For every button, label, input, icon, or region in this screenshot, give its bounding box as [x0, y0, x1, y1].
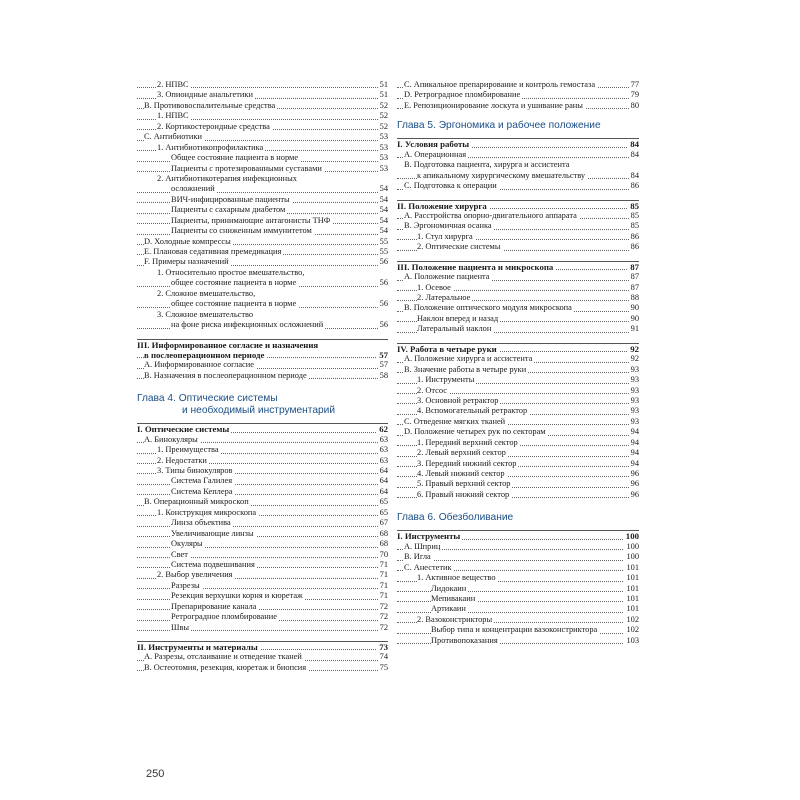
toc-entry [137, 497, 388, 507]
toc-entry-title: 4. Вспомогательный ретрактор [417, 406, 528, 416]
toc-entry-title: 1. Относительно простое вмешательство, [157, 267, 305, 277]
toc-entry-title: Свет [171, 549, 188, 559]
toc-entry-title: Латеральный наклон [417, 324, 492, 334]
toc-entry [397, 181, 639, 191]
toc-entry-page: 74 [379, 652, 388, 662]
toc-entry-title: 2. Отсос [417, 385, 448, 395]
toc-entry-title: Артикаин [431, 604, 466, 614]
toc-entry-page: 54 [379, 205, 388, 215]
toc-entry [137, 90, 388, 100]
toc-entry [397, 563, 639, 573]
toc-entry [137, 320, 388, 330]
toc-entry [397, 101, 639, 111]
toc-entry-page: 90 [630, 303, 639, 313]
toc-entry [397, 160, 639, 170]
toc-entry-page: 53 [379, 163, 388, 173]
toc-entry-page: 101 [626, 573, 639, 583]
toc-entry [397, 365, 639, 375]
toc-entry-page: 86 [630, 242, 639, 252]
toc-entry [137, 360, 388, 370]
toc-entry-page: 72 [379, 622, 388, 632]
toc-block-patient-position [397, 272, 639, 335]
toc-entry-title: Увеличивающие линзы [171, 528, 254, 538]
toc-entry [397, 354, 639, 364]
toc-entry-page: 56 [379, 278, 388, 288]
toc-block-analgesics [137, 80, 388, 331]
toc-block-instruments [137, 652, 388, 673]
toc-entry [397, 479, 639, 489]
toc-entry-title: A. Расстройства опорно-двигательного аппарата [404, 210, 577, 220]
toc-entry-title: B. Подготовка пациента, хирурга и ассистента [404, 160, 570, 170]
toc-entry-page: 100 [626, 552, 639, 562]
toc-entry-page: 101 [626, 593, 639, 603]
toc-entry [137, 268, 388, 278]
toc-entry-title: Противопоказания [431, 635, 498, 645]
toc-entry-page: 94 [630, 458, 639, 468]
toc-entry [137, 518, 388, 528]
toc-entry-title: Ретроградное пломбирование [171, 612, 277, 622]
toc-entry-page: 53 [379, 153, 388, 163]
toc-entry [137, 663, 388, 673]
toc-entry [397, 469, 639, 479]
toc-entry-title: C. Анестетик [404, 562, 452, 572]
toc-entry-page: 54 [379, 226, 388, 236]
toc-entry-page: 72 [379, 612, 388, 622]
toc-entry-title: 2. Антибиотикотерапия инфекционных [157, 173, 297, 183]
toc-entry-page: 55 [379, 236, 388, 246]
toc-entry [137, 184, 388, 194]
toc-entry-page: 80 [630, 100, 639, 110]
toc-entry-title: B. Положение оптического модуля микроскопа [404, 303, 572, 313]
toc-entry-page: 94 [630, 427, 639, 437]
toc-entry-title: 2. Сложное вмешательство, [157, 288, 256, 298]
toc-entry-title: B. Противовоспалительные средства [144, 100, 276, 110]
toc-entry [397, 406, 639, 416]
toc-entry-title: Общее состояние пациента в норме [171, 153, 299, 163]
toc-entry [137, 153, 388, 163]
toc-entry [137, 237, 388, 247]
toc-entry-title: Линза объектива [171, 518, 231, 528]
toc-heading: III. Положение пациента и микроскопа 87 [397, 261, 639, 272]
toc-entry [397, 293, 639, 303]
toc-entry-title: 1. Активное вещество [417, 573, 496, 583]
toc-entry-page: 75 [379, 662, 388, 672]
toc-entry-title: C. Апикальное препарирование и контроль гемостаза [404, 80, 596, 89]
toc-entry-page: 54 [379, 194, 388, 204]
toc-entry-page: 86 [630, 231, 639, 241]
toc-entry-page: 56 [379, 299, 388, 309]
toc-entry-page: 93 [630, 395, 639, 405]
toc-entry-title: 2. Левый верхний сектор [417, 448, 506, 458]
toc-entry-title: A. Информированное согласие [144, 360, 254, 370]
toc-entry-page: 58 [379, 370, 388, 380]
toc-entry [137, 226, 388, 236]
toc-entry-page: 100 [626, 541, 639, 551]
toc-entry-title: 1. Конструкция микроскопа [157, 507, 257, 517]
toc-entry-title: 2. Вазоконстрикторы [417, 614, 493, 624]
toc-entry-title: E. Репозиционирование лоскута и ушивание раны [404, 100, 583, 110]
toc-heading: в послеоперационном периоде 57 [137, 350, 388, 360]
toc-entry [137, 591, 388, 601]
toc-entry [137, 435, 388, 445]
toc-entry-page: 65 [379, 497, 388, 507]
toc-entry-page: 85 [630, 221, 639, 231]
toc-entry-page: 96 [630, 489, 639, 499]
toc-entry-title: 2. Кортикостероидные средства [157, 121, 270, 131]
toc-entry [397, 232, 639, 242]
toc-entry-page: 79 [630, 90, 639, 100]
toc-entry-page: 64 [379, 476, 388, 486]
toc-entry-page: 57 [379, 360, 388, 370]
toc-entry-title: 2. Выбор увеличения [157, 570, 233, 580]
toc-entry [137, 216, 388, 226]
toc-entry-title: 1. Инструменты [417, 375, 475, 385]
toc-entry-page: 56 [379, 257, 388, 267]
toc-entry [137, 508, 388, 518]
toc-entry-page: 92 [630, 354, 639, 364]
toc-entry-page: 93 [630, 406, 639, 416]
toc-entry [137, 80, 388, 90]
toc-entry [397, 150, 639, 160]
toc-entry-title: общее состояние пациента в норме [171, 278, 297, 288]
toc-entry [397, 594, 639, 604]
toc-entry-title: осложнений [171, 184, 215, 194]
toc-entry-page: 72 [379, 601, 388, 611]
toc-entry-page: 64 [379, 486, 388, 496]
toc-entry-page: 93 [630, 364, 639, 374]
toc-heading: II. Инструменты и материалы 73 [137, 642, 388, 652]
toc-entry [137, 299, 388, 309]
toc-entry-title: Лидокаин [431, 583, 467, 593]
toc-entry-page: 85 [630, 210, 639, 220]
toc-entry-title: Пациенты с протезированными суставами [171, 163, 322, 173]
toc-entry-page: 71 [379, 591, 388, 601]
toc-heading: II. Положение хирурга 85 [397, 200, 639, 211]
toc-entry [397, 573, 639, 583]
toc-entry-page: 71 [379, 570, 388, 580]
toc-entry-page: 77 [630, 80, 639, 89]
toc-entry-title: E. Плановая седативная премедикация [144, 247, 282, 256]
toc-block-conditions [397, 150, 639, 192]
toc-block-surgeon-position [397, 211, 639, 253]
toc-block-anesthesia-instruments [397, 542, 639, 646]
toc-entry-page: 52 [379, 111, 388, 121]
toc-entry [397, 417, 639, 427]
toc-entry-title: общее состояние пациента в норме [171, 299, 297, 309]
toc-entry [137, 195, 388, 205]
toc-entry-title: Система Галилея [171, 476, 233, 486]
toc-entry [397, 490, 639, 500]
toc-entry-title: 1. Передний верхний сектор [417, 437, 518, 447]
toc-entry [397, 584, 639, 594]
toc-entry-title: 2. Недостатки [157, 455, 207, 465]
toc-entry-title: 2. НПВС [157, 80, 189, 89]
toc-entry [137, 476, 388, 486]
toc-entry-title: Швы [171, 622, 190, 632]
toc-entry [137, 487, 388, 497]
toc-entry-title: 6. Правый нижний сектор [417, 489, 510, 499]
toc-heading: IV. Работа в четыре руки 92 [397, 343, 639, 354]
toc-entry-title: Наклон вперед и назад [417, 313, 499, 323]
toc-entry [137, 132, 388, 142]
toc-entry [397, 386, 639, 396]
toc-entry-page: 55 [379, 247, 388, 256]
toc-entry-page: 67 [379, 518, 388, 528]
toc-entry-page: 64 [379, 466, 388, 475]
toc-entry [397, 324, 639, 334]
toc-entry-page: 70 [379, 549, 388, 559]
toc-entry-page: 87 [630, 272, 639, 282]
toc-entry [397, 427, 639, 437]
toc-entry-title: A. Шприц [404, 541, 441, 551]
toc-entry [397, 272, 639, 282]
toc-entry [397, 90, 639, 100]
toc-heading: III. Информированное согласие и назначения [137, 339, 319, 350]
toc-entry-page: 102 [626, 625, 639, 635]
toc-entry [397, 221, 639, 231]
toc-entry-title: A. Бинокуляры [144, 434, 198, 444]
toc-entry-page: 87 [630, 282, 639, 292]
toc-entry-page: 101 [626, 583, 639, 593]
toc-entry-page: 68 [379, 528, 388, 538]
toc-entry [137, 122, 388, 132]
toc-entry-title: Окуляры [171, 539, 203, 549]
toc-entry [137, 310, 388, 320]
toc-entry-page: 91 [630, 324, 639, 334]
toc-entry [137, 143, 388, 153]
toc-entry-title: B. Игла [404, 552, 431, 562]
toc-entry-title: 3. Опиоидные анальгетики [157, 90, 253, 100]
toc-entry [137, 101, 388, 111]
toc-left-column [137, 80, 388, 673]
toc-entry-title: C. Подготовка к операции [404, 181, 497, 191]
toc-entry-title: Мепивакаин [431, 593, 476, 603]
toc-entry-page: 93 [630, 375, 639, 385]
toc-entry [137, 539, 388, 549]
toc-entry-title: Пациенты с сахарным диабетом [171, 205, 286, 215]
toc-entry-page: 101 [626, 562, 639, 572]
toc-entry-title: 3. Передний нижний сектор [417, 458, 517, 468]
toc-entry-page: 96 [630, 479, 639, 489]
toc-entry-title: B. Назначения в послеоперационном периоде [144, 370, 307, 380]
toc-heading: I. Инструменты 100 [397, 531, 639, 542]
toc-entry-page: 63 [379, 455, 388, 465]
toc-entry [397, 303, 639, 313]
toc-heading: I. Оптические системы 62 [137, 424, 388, 435]
toc-entry-title: 3. Сложное вмешательство [157, 309, 254, 319]
toc-entry-title: на фоне риска инфекционных осложнений [171, 320, 324, 330]
toc-entry-title: ВИЧ-инфицированные пациенты [171, 194, 290, 204]
toc-entry [137, 257, 388, 267]
toc-entry-page: 101 [626, 604, 639, 614]
toc-entry [397, 375, 639, 385]
toc-entry-page: 51 [379, 90, 388, 100]
toc-entry [137, 371, 388, 381]
chapter-4-title: Глава 4. Оптические системы и необходимый инструментарий [137, 393, 336, 417]
toc-entry-page: 52 [379, 121, 388, 131]
toc-entry-page: 68 [379, 539, 388, 549]
toc-block-consent [137, 360, 388, 381]
toc-entry-page: 53 [379, 132, 388, 142]
toc-entry-title: B. Значение работы в четыре руки [404, 364, 527, 374]
toc-entry-title: 5. Правый верхний сектор [417, 479, 511, 489]
toc-entry [137, 602, 388, 612]
toc-entry-page: 90 [630, 313, 639, 323]
toc-entry [137, 278, 388, 288]
toc-entry-page: 93 [630, 416, 639, 426]
toc-entry-page: 71 [379, 559, 388, 569]
toc-entry-title: 1. Стул хирурга [417, 231, 473, 241]
chapter-6-title: Глава 6. Обезболивание [397, 512, 514, 524]
toc-entry [137, 652, 388, 662]
toc-entry-page: 63 [379, 445, 388, 455]
toc-entry-page: 84 [630, 170, 639, 180]
toc-block-optics [137, 435, 388, 633]
toc-entry-page: 93 [630, 385, 639, 395]
toc-entry-title: A. Разрезы, отслаивание и отведение тканей [144, 652, 302, 662]
toc-entry-title: 1. Антибиотикопрофилактика [157, 142, 264, 152]
toc-entry [397, 625, 639, 635]
toc-entry [397, 604, 639, 614]
toc-right-column [397, 80, 639, 646]
page-number: 250 [146, 768, 165, 780]
toc-entry [137, 445, 388, 455]
toc-entry-page: 51 [379, 80, 388, 89]
toc-entry-title: A. Операционная [404, 149, 467, 159]
toc-entry-title: Выбор типа и концентрации вазоконстриктора [431, 625, 598, 635]
toc-entry [137, 456, 388, 466]
toc-entry-title: 3. Типы бинокуляров [157, 466, 233, 475]
toc-entry-title: B. Операционный микроскоп [144, 497, 249, 507]
toc-entry [397, 396, 639, 406]
toc-entry-title: Пациенты со сниженным иммунитетом [171, 226, 312, 236]
toc-entry-title: Система подвешивания [171, 559, 255, 569]
toc-entry-page: 71 [379, 580, 388, 590]
toc-entry-title: B. Эргономичная осанка [404, 221, 492, 231]
toc-entry [137, 174, 388, 184]
toc-entry-title: Препарирование канала [171, 601, 257, 611]
chapter-5-title: Глава 5. Эргономика и рабочее положение [397, 120, 601, 132]
toc-entry-page: 103 [626, 635, 639, 645]
toc-entry [397, 211, 639, 221]
toc-entry [397, 314, 639, 324]
toc-entry [137, 612, 388, 622]
toc-entry-page: 84 [630, 149, 639, 159]
toc-entry-title: C. Антибиотики [144, 132, 202, 142]
toc-entry-title: 1. Осевое [417, 282, 451, 292]
toc-entry-title: F. Примеры назначений [144, 257, 229, 267]
toc-entry [397, 552, 639, 562]
toc-entry [397, 438, 639, 448]
toc-entry [137, 529, 388, 539]
toc-entry-title: B. Остеотомия, резекция, кюретаж и биопсия [144, 662, 307, 672]
toc-entry-title: 2. Латеральное [417, 293, 471, 302]
toc-entry-title: A. Положение пациента [404, 272, 490, 282]
toc-block-four-hands [397, 354, 639, 500]
toc-entry-title: Разрезы [171, 580, 200, 590]
toc-entry-title: 3. Основной ретрактор [417, 395, 499, 405]
toc-entry [137, 247, 388, 257]
toc-entry [397, 636, 639, 646]
toc-entry-page: 53 [379, 142, 388, 152]
toc-entry [137, 111, 388, 121]
toc-entry [397, 459, 639, 469]
toc-entry-title: D. Холодные компрессы [144, 236, 231, 246]
toc-entry [397, 242, 639, 252]
toc-entry [137, 289, 388, 299]
toc-entry-page: 54 [379, 184, 388, 194]
toc-entry [397, 171, 639, 181]
toc-entry-page: 94 [630, 448, 639, 458]
toc-entry-page: 54 [379, 215, 388, 225]
toc-entry-page: 94 [630, 437, 639, 447]
toc-entry-title: к апикальному хирургическому вмешательству [417, 170, 586, 180]
toc-entry [397, 542, 639, 552]
toc-entry-title: 4. Левый нижний сектор [417, 469, 505, 478]
toc-entry [137, 466, 388, 476]
toc-block-surgery [397, 80, 639, 111]
toc-entry [137, 164, 388, 174]
toc-entry [137, 550, 388, 560]
toc-entry-title: 2. Оптические системы [417, 242, 501, 252]
toc-entry [137, 560, 388, 570]
toc-entry [397, 448, 639, 458]
toc-entry-page: 63 [379, 434, 388, 444]
toc-entry [137, 623, 388, 633]
toc-entry-page: 102 [626, 614, 639, 624]
toc-entry-page: 96 [630, 469, 639, 478]
toc-entry-title: D. Положение четырех рук по секторам [404, 427, 546, 437]
toc-entry [137, 581, 388, 591]
toc-entry-title: A. Положение хирурга и ассистента [404, 354, 533, 364]
toc-entry-title: 1. Преимущества [157, 445, 219, 455]
toc-entry [397, 615, 639, 625]
toc-entry-title: C. Отведение мягких тканей [404, 416, 506, 426]
toc-entry-page: 65 [379, 507, 388, 517]
toc-entry-title: 1. НПВС [157, 111, 189, 121]
toc-entry [137, 205, 388, 215]
toc-entry-title: Пациенты, принимающие антагонисты ТНФ [171, 215, 331, 225]
toc-entry [397, 80, 639, 90]
toc-entry [397, 283, 639, 293]
toc-entry-page: 88 [630, 293, 639, 302]
toc-entry-page: 52 [379, 100, 388, 110]
toc-entry-title: D. Ретроградное пломбирование [404, 90, 521, 100]
toc-entry-page: 56 [379, 320, 388, 330]
toc-entry-title: Система Кеплера [171, 486, 233, 496]
toc-entry-title: Резекция верхушки корня и кюретаж [171, 591, 303, 601]
toc-heading: I. Условия работы 84 [397, 139, 639, 150]
toc-entry [137, 570, 388, 580]
toc-entry-page: 86 [630, 181, 639, 191]
